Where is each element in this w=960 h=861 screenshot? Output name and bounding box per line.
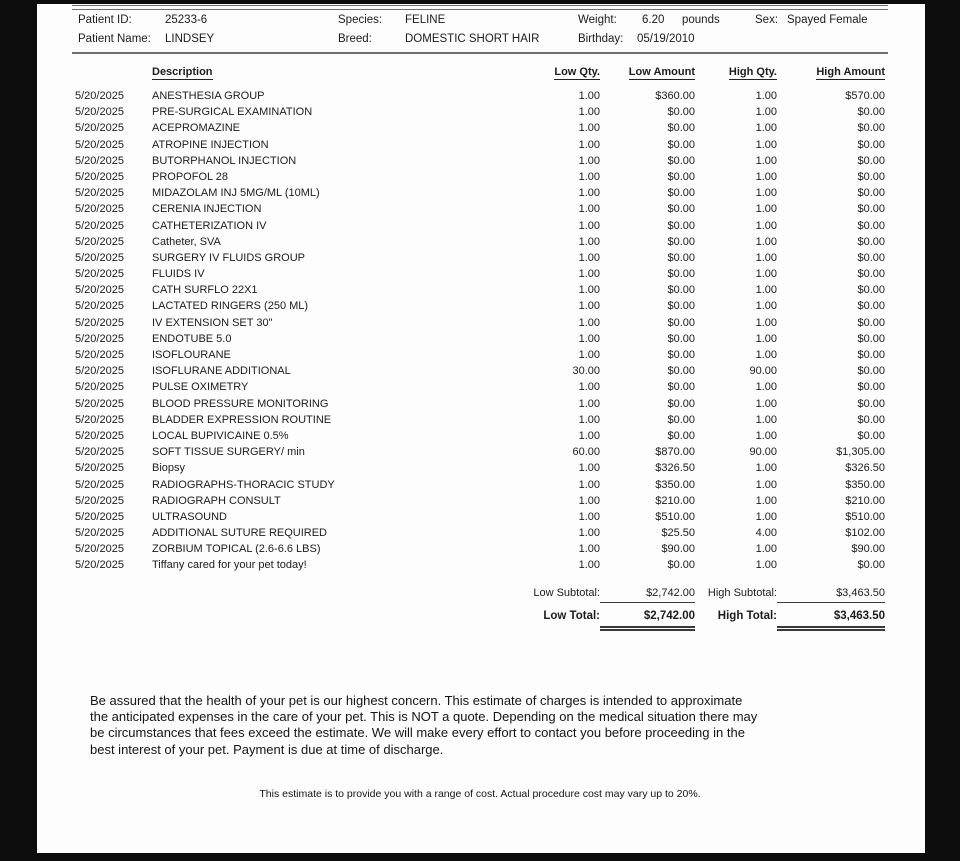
table-row [72,412,888,428]
row-low-qty: 1.00 [578,251,600,264]
header-separator-rule [72,52,888,54]
table-row [72,88,888,104]
disclaimer-line: best interest of your pet. Payment is due at time of discharge. [90,741,444,757]
row-high-amount: $0.00 [857,381,885,394]
table-row [72,137,888,153]
row-high-amount: $0.00 [857,559,885,572]
row-date: 5/20/2025 [75,381,124,394]
row-high-qty: 90.00 [749,365,777,378]
row-high-amount: $0.00 [857,138,885,151]
row-description: ISOFLOURANE [152,349,231,361]
row-low-qty: 1.00 [578,138,600,151]
low-total-label: Low Total: [543,609,600,622]
row-low-qty: 1.00 [578,429,600,442]
low-subtotal-value: $2,742.00 [600,587,695,603]
row-high-qty: 1.00 [755,106,777,119]
table-row [72,557,888,573]
table-row [72,315,888,331]
row-high-qty: 1.00 [755,332,777,345]
row-high-amount: $0.00 [857,365,885,378]
row-high-amount: $0.00 [857,219,885,232]
row-high-qty: 1.00 [755,413,777,426]
row-high-qty: 1.00 [755,300,777,313]
row-date: 5/20/2025 [75,413,124,426]
row-low-qty: 1.00 [578,381,600,394]
row-high-amount: $0.00 [857,251,885,264]
row-description: Biopsy [152,462,186,475]
row-low-amount: $0.00 [667,251,695,264]
row-low-qty: 1.00 [578,332,600,345]
row-high-qty: 1.00 [755,494,777,507]
header-description [152,66,510,83]
row-description: ACEPROMAZINE [152,122,241,135]
row-low-qty: 1.00 [578,90,600,102]
row-high-qty: 1.00 [755,138,777,151]
estimate-document-page [37,4,925,853]
row-high-qty: 1.00 [755,478,777,491]
row-low-qty: 1.00 [578,510,600,523]
row-high-amount: $102.00 [845,527,885,540]
row-description: Catheter, SVA [152,235,221,248]
row-low-qty: 1.00 [578,203,600,216]
row-low-qty: 1.00 [578,316,600,329]
high-total-value: $3,463.50 [777,610,885,631]
row-description: RADIOGRAPH CONSULT [152,494,281,507]
row-low-qty: 1.00 [578,559,600,572]
weight-unit: pounds [682,14,720,26]
header-high-amount [777,66,885,83]
table-row [72,493,888,509]
birthday-label: Birthday: [578,33,624,45]
table-row [72,460,888,476]
row-low-amount: $0.00 [667,316,695,329]
row-low-qty: 1.00 [578,284,600,297]
disclaimer-line: be circumstances that fees exceed the estimate. We will make every effort to contact you before proceeding in the [90,725,745,741]
footnote-text: This estimate is to provide you with a range of cost. Actual procedure cost may vary up to 20%. [259,788,701,801]
table-row [72,444,888,460]
table-row [72,282,888,298]
species-label: Species: [338,14,383,26]
table-row [72,331,888,347]
row-high-amount: $90.00 [851,543,885,556]
patient-info-panel [72,10,888,48]
row-high-qty: 1.00 [755,559,777,572]
row-date: 5/20/2025 [75,170,124,183]
row-date: 5/20/2025 [75,462,124,475]
row-low-amount: $210.00 [655,494,695,507]
header-low-amount-label: Low Amount [628,66,695,78]
row-high-qty: 1.00 [755,170,777,183]
breed-label: Breed: [338,33,372,45]
row-high-qty: 1.00 [755,397,777,410]
sex-label: Sex: [755,14,779,26]
row-low-amount: $0.00 [667,235,695,248]
row-low-amount: $0.00 [667,122,695,135]
row-description: PROPOFOL 28 [152,170,229,183]
patient-name-label: Patient Name: [78,33,151,45]
row-date: 5/20/2025 [75,510,124,523]
row-low-amount: $0.00 [667,106,695,119]
table-row [72,525,888,541]
patient-info-row-1 [72,10,888,29]
row-low-amount: $0.00 [667,154,695,167]
row-low-amount: $0.00 [667,170,695,183]
row-low-qty: 1.00 [578,235,600,248]
row-low-qty: 1.00 [578,219,600,232]
header-high-amount-label: High Amount [816,66,885,78]
row-low-amount: $0.00 [667,138,695,151]
header-low-qty-label: Low Qty. [554,66,600,78]
high-subtotal-value: $3,463.50 [777,587,885,603]
row-high-qty: 1.00 [755,284,777,297]
row-low-amount: $0.00 [667,365,695,378]
row-high-amount: $350.00 [845,478,885,491]
row-description: SURGERY IV FLUIDS GROUP [152,251,306,264]
table-row [72,541,888,557]
birthday-value: 05/19/2010 [637,33,695,45]
row-low-amount: $0.00 [667,413,695,426]
row-high-amount: $210.00 [845,494,885,507]
species-value: FELINE [405,14,446,26]
row-date: 5/20/2025 [75,559,124,572]
row-low-qty: 30.00 [572,365,600,378]
row-high-qty: 1.00 [755,462,777,475]
row-description: SOFT TISSUE SURGERY/ min [152,446,305,459]
row-date: 5/20/2025 [75,251,124,264]
row-date: 5/20/2025 [75,316,124,329]
row-high-qty: 1.00 [755,90,777,102]
row-low-qty: 1.00 [578,349,600,361]
table-row [72,250,888,266]
row-high-amount: $1,305.00 [836,446,885,459]
row-high-amount: $0.00 [857,332,885,345]
row-description: LOCAL BUPIVICAINE 0.5% [152,429,289,442]
row-low-amount: $0.00 [667,381,695,394]
table-row [72,120,888,136]
row-description: BLOOD PRESSURE MONITORING [152,397,329,410]
row-date: 5/20/2025 [75,90,124,102]
row-high-amount: $0.00 [857,413,885,426]
row-low-amount: $870.00 [655,446,695,459]
row-description: RADIOGRAPHS-THORACIC STUDY [152,478,335,491]
row-description: IV EXTENSION SET 30" [152,316,273,329]
disclaimer-line: the anticipated expenses in the care of your pet. This is NOT a quote. Depending on the medical situation there may [90,709,758,725]
row-low-amount: $510.00 [655,510,695,523]
header-low-amount [600,66,695,83]
row-date: 5/20/2025 [75,122,124,135]
row-high-qty: 1.00 [755,203,777,216]
table-row [72,363,888,379]
row-date: 5/20/2025 [75,300,124,313]
total-row [72,610,888,631]
row-description: ENDOTUBE 5.0 [152,332,232,345]
row-low-qty: 1.00 [578,154,600,167]
breed-value: DOMESTIC SHORT HAIR [405,33,540,45]
row-low-qty: 1.00 [578,397,600,410]
row-high-qty: 1.00 [755,429,777,442]
row-low-amount: $0.00 [667,284,695,297]
row-date: 5/20/2025 [75,397,124,410]
row-date: 5/20/2025 [75,365,124,378]
row-high-qty: 1.00 [755,154,777,167]
patient-id-value: 25233-6 [165,14,208,26]
total-spacer-2 [152,610,510,631]
row-low-qty: 1.00 [578,187,600,200]
table-row [72,104,888,120]
row-high-qty: 90.00 [749,446,777,459]
row-date: 5/20/2025 [75,219,124,232]
header-high-qty-label: High Qty. [728,66,777,78]
patient-id-label: Patient ID: [78,14,132,26]
table-row [72,153,888,169]
row-low-qty: 60.00 [572,446,600,459]
row-low-amount: $326.50 [655,462,695,475]
row-description: CATHETERIZATION IV [152,219,267,232]
row-high-amount: $0.00 [857,429,885,442]
table-row [72,396,888,412]
row-low-amount: $0.00 [667,300,695,313]
row-date: 5/20/2025 [75,478,124,491]
table-row [72,428,888,444]
row-low-amount: $25.50 [661,527,695,540]
table-row [72,477,888,493]
row-date: 5/20/2025 [75,349,124,361]
disclaimer-paragraph [90,693,888,759]
row-high-amount: $0.00 [857,349,885,361]
row-high-amount: $0.00 [857,187,885,200]
subtotal-spacer-2 [152,587,510,603]
row-low-amount: $0.00 [667,559,695,572]
table-row [72,201,888,217]
row-low-qty: 1.00 [578,543,600,556]
row-high-qty: 1.00 [755,235,777,248]
table-row [72,218,888,234]
row-description: ATROPINE INJECTION [152,138,269,151]
row-high-amount: $0.00 [857,284,885,297]
row-description: ULTRASOUND [152,510,227,523]
table-body [72,88,888,574]
row-description: BLADDER EXPRESSION ROUTINE [152,413,332,426]
row-low-amount: $0.00 [667,332,695,345]
table-row [72,347,888,363]
row-description: CATH SURFLO 22X1 [152,284,258,297]
row-high-amount: $0.00 [857,154,885,167]
row-high-amount: $0.00 [857,203,885,216]
table-row [72,298,888,314]
low-total-value: $2,742.00 [600,610,695,631]
row-high-amount: $570.00 [845,90,885,102]
row-date: 5/20/2025 [75,284,124,297]
row-high-amount: $0.00 [857,316,885,329]
row-high-qty: 1.00 [755,122,777,135]
row-date: 5/20/2025 [75,527,124,540]
table-row [72,234,888,250]
row-date: 5/20/2025 [75,187,124,200]
row-description: BUTORPHANOL INJECTION [152,154,297,167]
table-row [72,169,888,185]
row-high-qty: 1.00 [755,381,777,394]
header-low-qty [510,66,600,83]
high-subtotal-label: High Subtotal: [707,586,777,599]
row-high-qty: 1.00 [755,187,777,200]
row-date: 5/20/2025 [75,235,124,248]
row-high-amount: $0.00 [857,300,885,313]
row-low-amount: $0.00 [667,187,695,200]
row-date: 5/20/2025 [75,446,124,459]
row-description: Tiffany cared for your pet today! [152,559,307,572]
sex-value: Spayed Female [787,14,868,26]
weight-value: 6.20 [642,14,665,26]
row-low-amount: $350.00 [655,478,695,491]
header-description-label: Description [152,66,213,78]
row-high-amount: $0.00 [857,106,885,119]
row-description: ZORBIUM TOPICAL (2.6-6.6 LBS) [152,543,321,556]
subtotal-row [72,587,888,603]
table-header-row [72,66,888,83]
row-low-qty: 1.00 [578,268,600,281]
row-low-amount: $90.00 [661,543,695,556]
row-high-qty: 1.00 [755,251,777,264]
estimate-table [72,66,888,574]
row-high-amount: $0.00 [857,268,885,281]
total-spacer-1 [72,610,152,631]
row-low-amount: $0.00 [667,429,695,442]
low-subtotal-label: Low Subtotal: [533,586,600,599]
header-date-spacer [72,66,152,83]
row-high-qty: 1.00 [755,316,777,329]
row-date: 5/20/2025 [75,154,124,167]
row-low-qty: 1.00 [578,300,600,313]
row-low-amount: $0.00 [667,219,695,232]
row-low-amount: $360.00 [655,90,695,102]
row-description: LACTATED RINGERS (250 ML) [152,300,309,313]
row-high-qty: 1.00 [755,268,777,281]
row-date: 5/20/2025 [75,332,124,345]
row-low-qty: 1.00 [578,413,600,426]
weight-label: Weight: [578,14,617,26]
row-description: ADDITIONAL SUTURE REQUIRED [152,527,328,540]
row-high-qty: 1.00 [755,349,777,361]
row-high-amount: $0.00 [857,170,885,183]
high-total-label: High Total: [717,609,777,622]
table-row [72,509,888,525]
table-row [72,185,888,201]
row-low-qty: 1.00 [578,494,600,507]
row-description: CERENIA INJECTION [152,203,262,216]
row-low-qty: 1.00 [578,122,600,135]
row-description: MIDAZOLAM INJ 5MG/ML (10ML) [152,187,320,200]
row-high-amount: $326.50 [845,462,885,475]
table-row [72,379,888,395]
patient-info-row-2 [72,29,888,48]
row-low-qty: 1.00 [578,527,600,540]
row-high-qty: 1.00 [755,219,777,232]
row-high-qty: 1.00 [755,543,777,556]
patient-name-value: LINDSEY [165,33,215,45]
row-description: PULSE OXIMETRY [152,381,249,394]
row-date: 5/20/2025 [75,429,124,442]
row-low-amount: $0.00 [667,203,695,216]
subtotal-spacer-1 [72,587,152,603]
row-low-qty: 1.00 [578,478,600,491]
row-date: 5/20/2025 [75,494,124,507]
row-date: 5/20/2025 [75,543,124,556]
row-high-amount: $0.00 [857,122,885,135]
row-high-amount: $0.00 [857,397,885,410]
row-description: ISOFLURANE ADDITIONAL [152,365,291,378]
row-high-amount: $510.00 [845,510,885,523]
row-description: ANESTHESIA GROUP [152,90,265,102]
row-low-amount: $0.00 [667,397,695,410]
row-low-qty: 1.00 [578,462,600,475]
row-low-qty: 1.00 [578,170,600,183]
row-low-qty: 1.00 [578,106,600,119]
row-date: 5/20/2025 [75,138,124,151]
table-row [72,266,888,282]
row-low-amount: $0.00 [667,268,695,281]
header-high-qty [695,66,777,83]
row-date: 5/20/2025 [75,106,124,119]
disclaimer-line: Be assured that the health of your pet is our highest concern. This estimate of charges is intended to approximate [90,692,743,708]
row-low-amount: $0.00 [667,349,695,361]
row-high-amount: $0.00 [857,235,885,248]
row-description: PRE-SURGICAL EXAMINATION [152,106,313,119]
row-description: FLUIDS IV [152,268,205,281]
row-date: 5/20/2025 [75,268,124,281]
row-high-qty: 4.00 [755,527,777,540]
row-date: 5/20/2025 [75,203,124,216]
row-high-qty: 1.00 [755,510,777,523]
